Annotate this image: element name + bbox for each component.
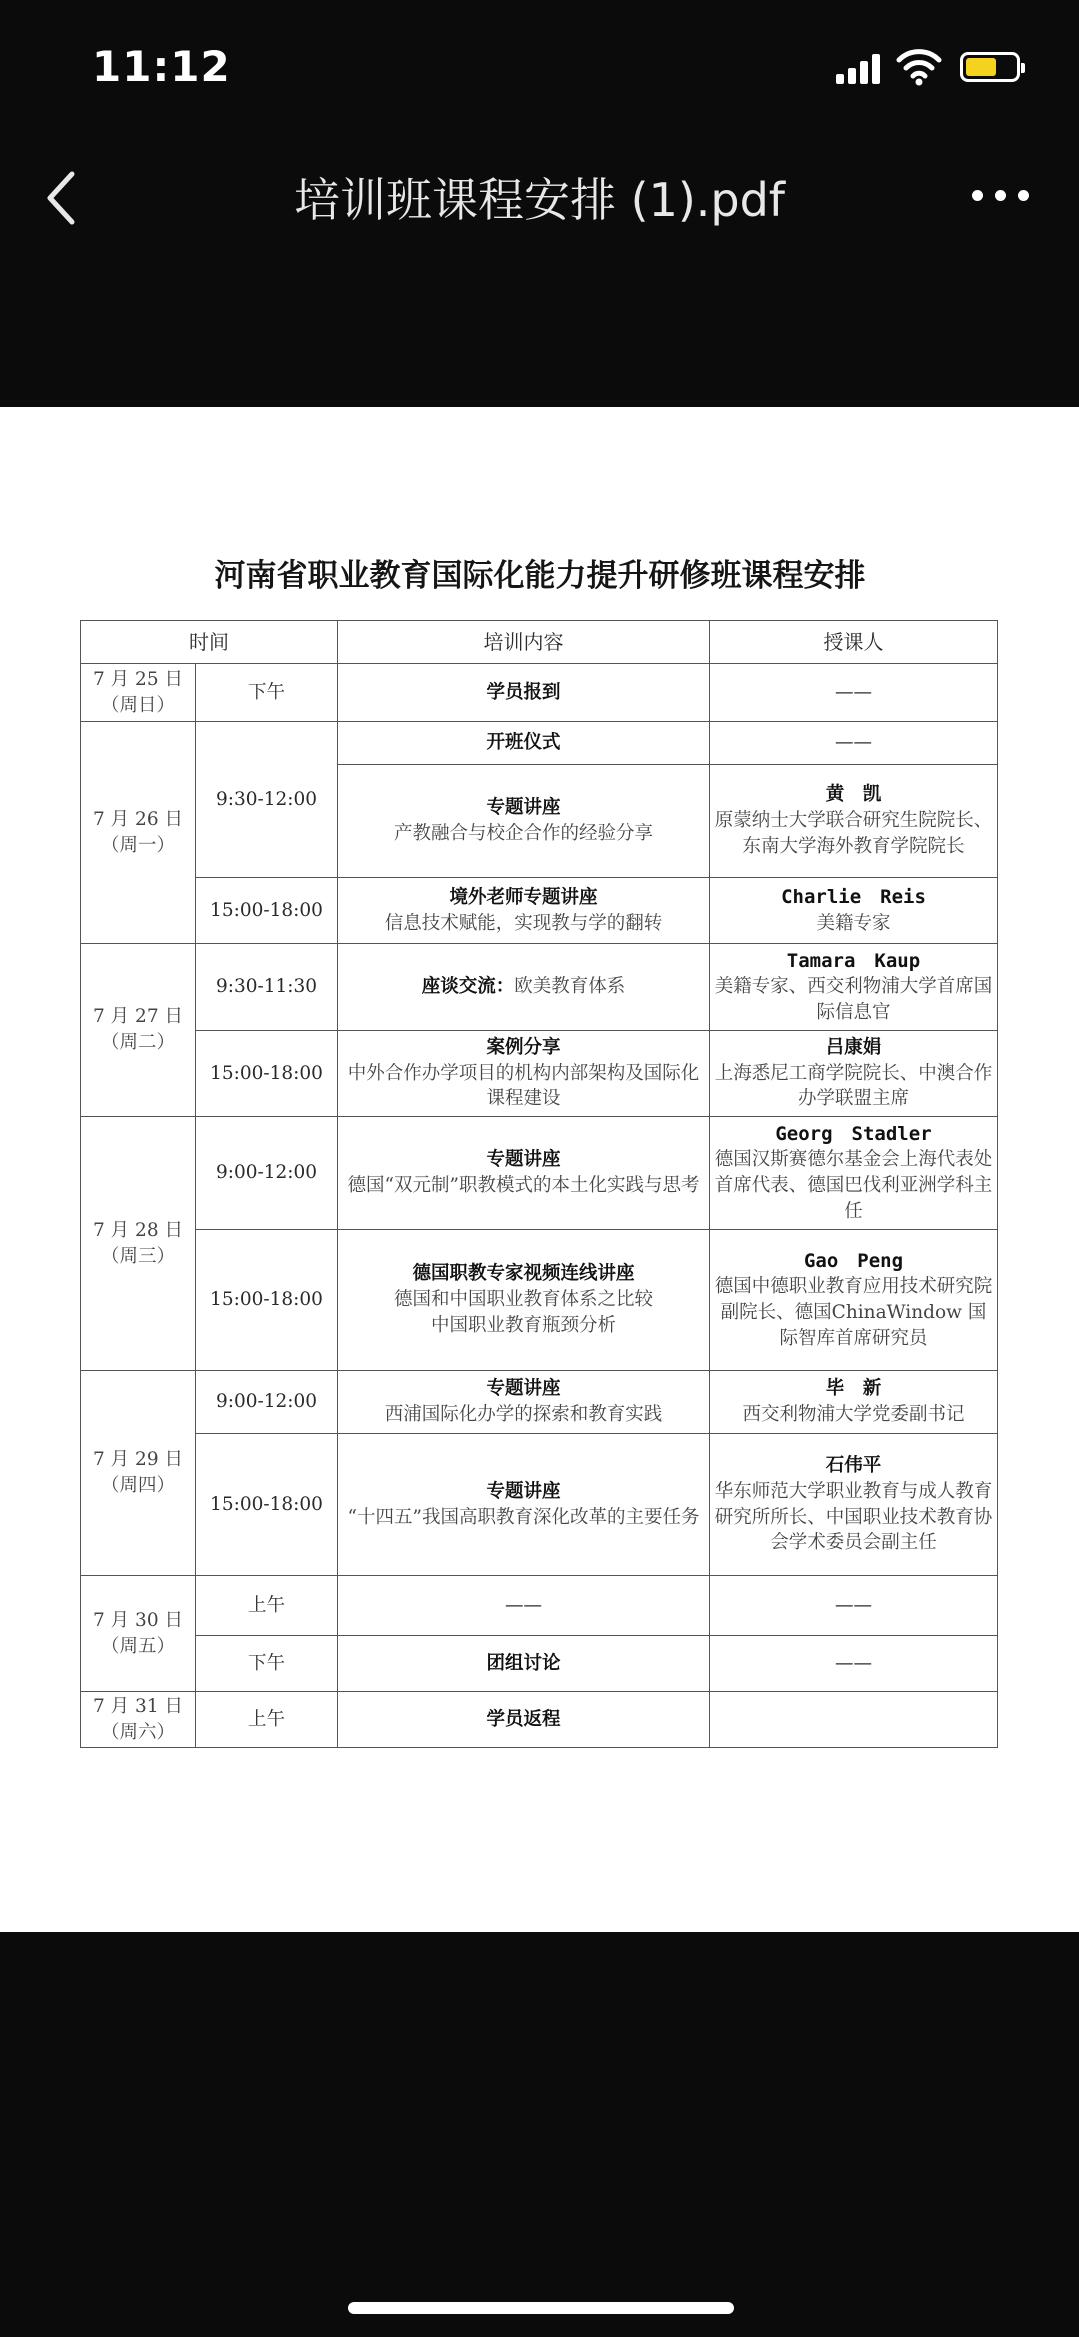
- teacher-cell: 黄 凯 原蒙纳士大学联合研究生院院长、东南大学海外教育学院院长: [710, 765, 998, 878]
- date-cell: 7 月 27 日 （周二）: [81, 944, 196, 1117]
- schedule-table: [80, 620, 998, 1748]
- table-row: [81, 722, 998, 765]
- status-time: 11:12: [92, 42, 231, 91]
- content-cell: 专题讲座 产教融合与校企合作的经验分享: [338, 765, 710, 878]
- slot-cell: 9:00-12:00: [196, 1371, 338, 1434]
- teacher-cell: 石伟平 华东师范大学职业教育与成人教育研究所所长、中国职业技术教育协会学术委员会副主任: [710, 1434, 998, 1576]
- header-content: 培训内容: [338, 621, 710, 664]
- teacher-cell: ——: [710, 722, 998, 765]
- content-cell: 境外老师专题讲座 信息技术赋能，实现教与学的翻转: [338, 878, 710, 944]
- battery-icon: [960, 52, 1020, 82]
- content-cell: 案例分享 中外合作办学项目的机构内部架构及国际化课程建设: [338, 1031, 710, 1117]
- content-cell: 专题讲座 西浦国际化办学的探索和教育实践: [338, 1371, 710, 1434]
- header-teacher: 授课人: [710, 621, 998, 664]
- teacher-cell: [710, 1692, 998, 1748]
- teacher-cell: Georg Stadler 德国汉斯赛德尔基金会上海代表处首席代表、德国巴伐利亚洲学科主任: [710, 1117, 998, 1230]
- table-row: [81, 1434, 998, 1576]
- document-title: 河南省职业教育国际化能力提升研修班课程安排: [214, 558, 866, 594]
- slot-cell: 上午: [196, 1576, 338, 1636]
- date-cell: 7 月 29 日 （周四）: [81, 1371, 196, 1576]
- slot-cell: 9:30-11:30: [196, 944, 338, 1031]
- slot-cell: 9:30-12:00: [196, 722, 338, 878]
- content-cell: 开班仪式: [338, 722, 710, 765]
- slot-cell: 15:00-18:00: [196, 1230, 338, 1371]
- wifi-icon: [896, 46, 942, 86]
- date-cell: 7 月 26 日 （周一）: [81, 722, 196, 944]
- status-bar: [0, 0, 1079, 140]
- slot-cell: 下午: [196, 1636, 338, 1692]
- table-row: [81, 1371, 998, 1434]
- table-row: [81, 664, 998, 722]
- teacher-cell: ——: [710, 664, 998, 722]
- teacher-cell: Tamara Kaup 美籍专家、西交利物浦大学首席国际信息官: [710, 944, 998, 1031]
- teacher-cell: ——: [710, 1576, 998, 1636]
- content-cell: 专题讲座 德国“双元制”职教模式的本土化实践与思考: [338, 1117, 710, 1230]
- content-cell: 团组讨论: [338, 1636, 710, 1692]
- content-cell: 学员返程: [338, 1692, 710, 1748]
- file-title: 培训班课程安排 (1).pdf: [294, 173, 785, 227]
- slot-cell: 15:00-18:00: [196, 878, 338, 944]
- slot-cell: 15:00-18:00: [196, 1031, 338, 1117]
- teacher-cell: Gao Peng 德国中德职业教育应用技术研究院副院长、德国ChinaWindow 国际智库首席研究员: [710, 1230, 998, 1371]
- cellular-signal-icon: [836, 52, 884, 84]
- table-row: [81, 1636, 998, 1692]
- teacher-cell: Charlie Reis 美籍专家: [710, 878, 998, 944]
- header-time: 时间: [81, 621, 338, 664]
- slot-cell: 9:00-12:00: [196, 1117, 338, 1230]
- home-indicator[interactable]: [348, 2302, 734, 2314]
- teacher-cell: 吕康娟 上海悉尼工商学院院长、中澳合作办学联盟主席: [710, 1031, 998, 1117]
- content-cell: 专题讲座 “十四五”我国高职教育深化改革的主要任务: [338, 1434, 710, 1576]
- content-cell: 德国职教专家视频连线讲座 德国和中国职业教育体系之比较 中国职业教育瓶颈分析: [338, 1230, 710, 1371]
- table-row: [81, 1031, 998, 1117]
- table-row: [81, 1692, 998, 1748]
- table-row: [81, 878, 998, 944]
- header-row: [81, 621, 998, 664]
- content-cell: ——: [338, 1576, 710, 1636]
- date-cell: 7 月 28 日 （周三）: [81, 1117, 196, 1371]
- nav-bar: [0, 140, 1079, 260]
- content-cell: 学员报到: [338, 664, 710, 722]
- date-cell: 7 月 25 日 （周日）: [81, 664, 196, 722]
- table-row: [81, 1230, 998, 1371]
- table-row: [81, 1117, 998, 1230]
- teacher-cell: ——: [710, 1636, 998, 1692]
- slot-cell: 上午: [196, 1692, 338, 1748]
- teacher-cell: 毕 新 西交利物浦大学党委副书记: [710, 1371, 998, 1434]
- content-cell: 座谈交流：欧美教育体系: [338, 944, 710, 1031]
- table-row: [81, 1576, 998, 1636]
- slot-cell: 15:00-18:00: [196, 1434, 338, 1576]
- table-row: [81, 944, 998, 1031]
- date-cell: 7 月 30 日 （周五）: [81, 1576, 196, 1692]
- more-options-icon[interactable]: [972, 185, 1030, 205]
- date-cell: 7 月 31 日 （周六）: [81, 1692, 196, 1748]
- slot-cell: 下午: [196, 664, 338, 722]
